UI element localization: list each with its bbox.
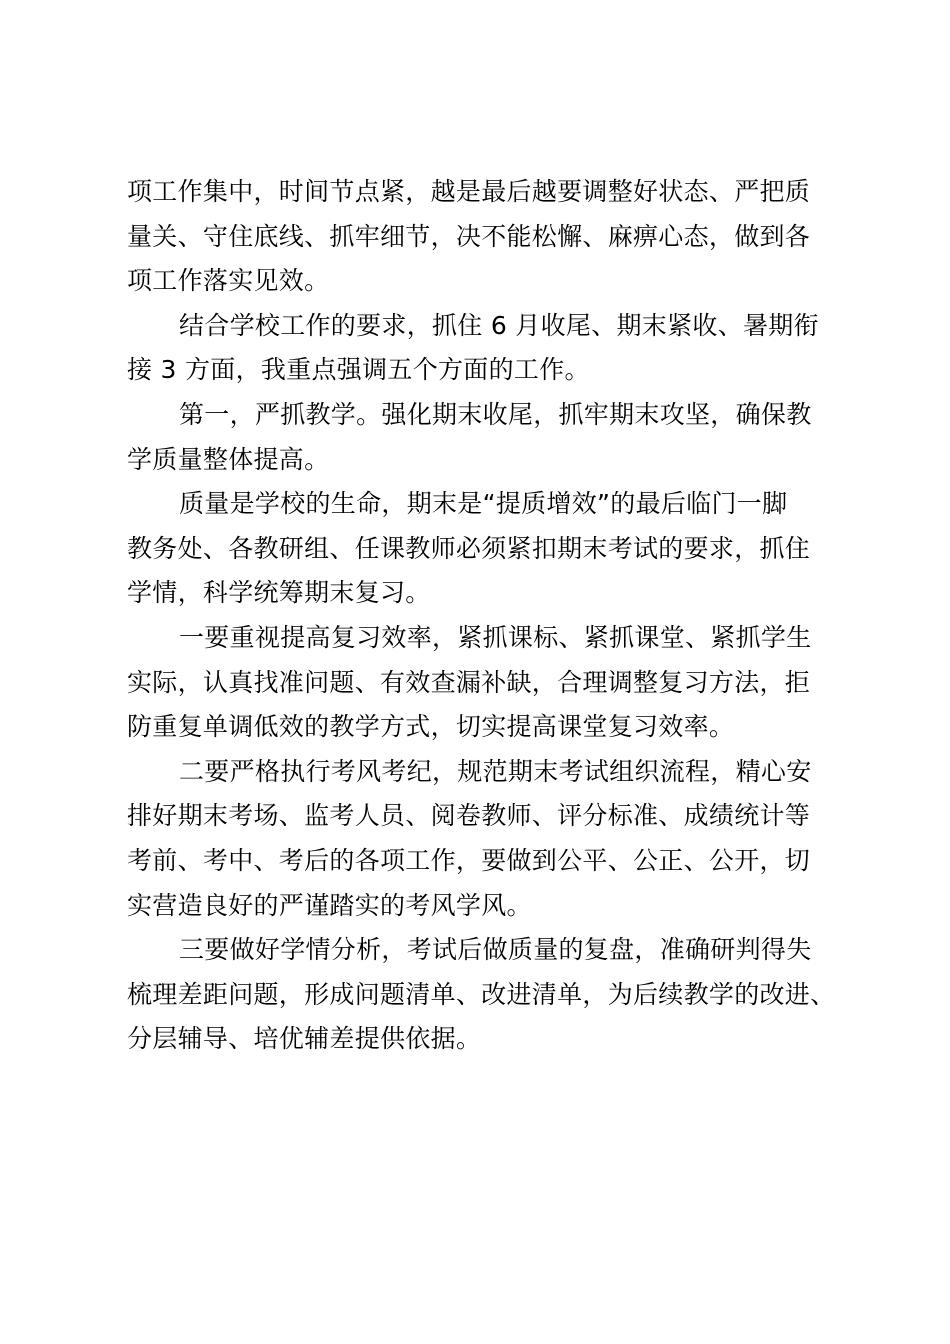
text-line: 学质量整体提高。 — [127, 444, 330, 474]
text-line: 量关、守住底线、抓牢细节，决不能松懈、麻痹心态，做到各 — [127, 221, 811, 251]
paragraph-start-line: 三要做好学情分析，考试后做质量的复盘，准确研判得失 — [179, 935, 812, 965]
text-line: 梳理差距问题，形成问题清单、改进清单，为后续教学的改进、 — [127, 979, 836, 1009]
text-line: 学情，科学统筹期末复习。 — [127, 578, 431, 608]
text-line: 教务处、各教研组、任课教师必须紧扣期末考试的要求，抓住 — [127, 533, 811, 563]
text-line: 接 3 方面，我重点强调五个方面的工作。 — [127, 355, 590, 385]
paragraph-start-line: 二要严格执行考风考纪，规范期末考试组织流程，精心安 — [179, 756, 812, 786]
text-line: 考前、考中、考后的各项工作，要做到公平、公正、公开，切 — [127, 845, 811, 875]
text-line: 项工作落实见效。 — [127, 266, 330, 296]
text-line: 实营造良好的严谨踏实的考风学风。 — [127, 890, 532, 920]
text-line: 项工作集中，时间节点紧，越是最后越要调整好状态、严把质 — [127, 177, 811, 206]
text-line: 防重复单调低效的教学方式，切实提高课堂复习效率。 — [127, 712, 735, 742]
paragraph-start-line: 质量是学校的生命，期末是“提质增效”的最后临门一脚 — [179, 489, 788, 519]
paragraph-start-line: 一要重视提高复习效率，紧抓课标、紧抓课堂、紧抓学生 — [179, 622, 812, 652]
text-line: 分层辅导、培优辅差提供依据。 — [127, 1024, 482, 1054]
paragraph-start-line: 结合学校工作的要求，抓住 6 月收尾、期末紧收、暑期衔 — [179, 310, 819, 340]
paragraph-start-line: 第一，严抓教学。强化期末收尾，抓牢期末攻坚，确保教 — [179, 399, 812, 429]
text-line: 排好期末考场、监考人员、阅卷教师、评分标准、成绩统计等 — [127, 801, 811, 831]
text-line: 实际，认真找准问题、有效查漏补缺，合理调整复习方法，拒 — [127, 667, 811, 697]
document-body — [127, 170, 847, 1062]
